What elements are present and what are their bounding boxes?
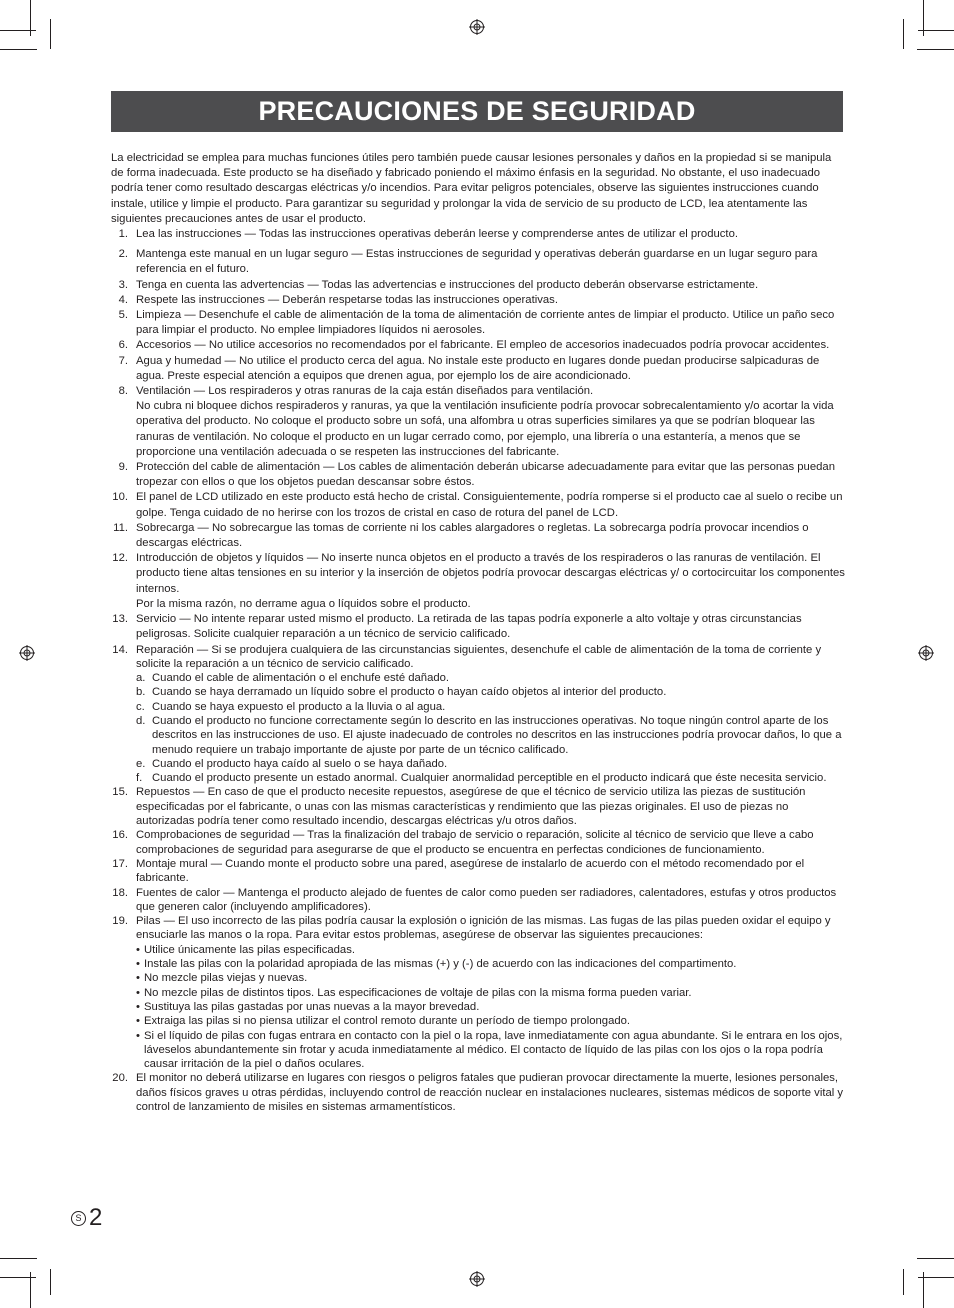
list-item bbox=[111, 828, 845, 857]
item-number: 7. bbox=[118, 354, 128, 367]
item-text: Reparación — Si se produjera cualquiera de las circunstancias siguientes, desenchufe el cable de alimentación de la toma de corriente y solicite la reparación a un técnico de servicio calificado. bbox=[136, 643, 822, 670]
list-item bbox=[111, 521, 845, 551]
item-text: Limpieza — Desenchufe el cable de alimentación de la toma de alimentación de corriente antes de limpiar el producto. Utilice un paño seco para limpiar el producto. No emplee limpiadores líquidos ni aerosoles. bbox=[136, 309, 835, 337]
item-number: 5. bbox=[118, 309, 128, 322]
bullet-dot: • bbox=[136, 943, 140, 956]
registration-mark-icon bbox=[469, 1271, 485, 1287]
language-badge: S bbox=[71, 1211, 86, 1226]
sub-item-letter: d. bbox=[136, 714, 146, 727]
safety-content bbox=[111, 151, 845, 1114]
list-item bbox=[111, 914, 845, 1071]
list-item bbox=[111, 227, 845, 242]
item-number: 11. bbox=[113, 521, 128, 534]
sub-item-text: Cuando el producto haya caído al suelo o se haya dañado. bbox=[152, 757, 448, 770]
item-text: Repuestos — En caso de que el producto necesite repuestos, asegúrese de que el técnico de servicio utiliza las piezas de sustitución especificadas por el fabricante, o unas con las mismas características y rendimiento que las piezas originales. El uso de piezas no autorizadas podría tener como resultado incendio, descargas eléctricas y/u otros daños. bbox=[136, 786, 806, 828]
list-item bbox=[111, 278, 845, 293]
bullet-item bbox=[136, 986, 845, 1000]
item-text: Mantenga este manual en un lugar seguro — Estas instrucciones de seguridad y operativas deberán guardarse en un lugar seguro para referencia en el futuro. bbox=[136, 248, 818, 276]
item-number: 6. bbox=[118, 339, 128, 352]
bullet-text: No mezcle pilas de distintos tipos. Las especificaciones de voltaje de pilas con la misma forma pueden variar. bbox=[144, 986, 692, 999]
crop-mark bbox=[917, 1258, 954, 1259]
crop-mark bbox=[903, 1269, 904, 1295]
item-number: 12. bbox=[112, 552, 128, 565]
bullet-text: Utilice únicamente las pilas especificadas. bbox=[144, 943, 355, 956]
list-item bbox=[111, 857, 845, 886]
list-item bbox=[111, 247, 845, 277]
item-number: 17. bbox=[112, 857, 128, 870]
item-number: 15. bbox=[112, 786, 128, 799]
crop-mark bbox=[917, 49, 954, 50]
sub-item bbox=[136, 671, 845, 685]
bullet-dot: • bbox=[136, 1015, 140, 1028]
sub-item-letter: f. bbox=[136, 772, 143, 785]
list-item bbox=[111, 643, 845, 786]
bullet-text: No mezcle pilas viejas y nuevas. bbox=[144, 972, 308, 985]
item-text: Protección del cable de alimentación — Los cables de alimentación deberán ubicarse adecuadamente para evitar que las personas puedan tropezar con ellos o que los objetos puedan descansar sobre éstos. bbox=[136, 461, 835, 489]
list-item bbox=[111, 1071, 845, 1114]
item-text: El monitor no deberá utilizarse en lugares con riesgos o peligros fatales que pudieran provocar directamente la muerte, lesiones personales, daños físicos graves u otras pérdidas, incluyendo control de reacción nuclear en instalaciones nucleares, sistemas médicos de soporte vital y control de lanzamiento de misiles en sistemas armamentísticos. bbox=[136, 1072, 844, 1113]
item-text: Agua y humedad — No utilice el producto cerca del agua. No instale este producto en lugares donde puedan producirse salpicaduras de agua. Preste especial atención a equipos que drenen agua, por ejemplo los de aire acondicionado. bbox=[136, 354, 820, 382]
item-text: Introducción de objetos y líquidos — No inserte nunca objetos en el producto a través de los respiraderos o las ranuras de ventilación. El producto tiene altas tensiones en su interior y la inserción de objetos podría provocar descargas eléctricas y/ o cortocircuitar los componentes internos. bbox=[136, 552, 845, 595]
bullet-item bbox=[136, 957, 845, 971]
bullet-dot: • bbox=[136, 958, 140, 971]
sub-item bbox=[136, 771, 845, 785]
page-footer bbox=[71, 1205, 102, 1231]
sub-item-text: Cuando el producto presente un estado anormal. Cualquier anormalidad perceptible en el producto indicará que éste necesita servicio. bbox=[152, 772, 827, 785]
bullet-dot: • bbox=[136, 1029, 140, 1042]
list-item bbox=[111, 354, 845, 384]
bullet-text: Extraiga las pilas si no piensa utilizar el control remoto durante un período de tiempo prolongado. bbox=[144, 1015, 631, 1028]
sub-item bbox=[136, 714, 845, 757]
item-text: Lea las instrucciones — Todas las instrucciones operativas deberán leerse y comprenderse antes de utilizar el producto. bbox=[136, 228, 738, 241]
registration-mark-icon bbox=[19, 645, 35, 661]
bullet-dot: • bbox=[136, 986, 140, 999]
item-number: 18. bbox=[112, 886, 128, 899]
item-text: El panel de LCD utilizado en este producto está hecho de cristal. Consiguientemente, podría romperse si el producto cae al suelo o recibe un golpe. Tenga cuidado de no herirse con los trozos de cristal en caso de rotura del panel de LCD. bbox=[136, 491, 843, 519]
bullet-item bbox=[136, 1029, 845, 1072]
item-text: Comprobaciones de seguridad — Tras la finalización del trabajo de servicio o reparación, solicite al técnico de servicio que lleve a cabo comprobaciones de seguridad para asegurarse de que el producto se encuentra en perfectas condiciones de funcionamiento. bbox=[136, 829, 814, 856]
sub-item-text: Cuando el cable de alimentación o el enchufe esté dañado. bbox=[152, 672, 450, 685]
crop-mark bbox=[0, 1258, 37, 1259]
bullet-text: Instale las pilas con la polaridad apropiada de las mismas (+) y (-) de acuerdo con las indicaciones del compartimento. bbox=[144, 958, 737, 971]
list-item bbox=[111, 460, 845, 490]
list-item bbox=[111, 612, 845, 642]
item-text: Montaje mural — Cuando monte el producto sobre una pared, asegúrese de instalarlo de acuerdo con el método recomendado por el fabricante. bbox=[136, 857, 805, 885]
crop-mark bbox=[0, 49, 37, 50]
sub-item-text: Cuando se haya derramado un líquido sobre el producto o hayan caído objetos al interior del producto. bbox=[152, 686, 667, 699]
list-item bbox=[111, 293, 845, 308]
list-item bbox=[111, 384, 845, 460]
list-item bbox=[111, 308, 845, 338]
crop-mark bbox=[918, 30, 954, 31]
item-number: 14. bbox=[112, 643, 128, 656]
item-text: Respete las instrucciones — Deberán respetarse todas las instrucciones operativas. bbox=[136, 293, 558, 306]
item-number: 16. bbox=[112, 829, 128, 842]
item-number: 1. bbox=[118, 228, 128, 241]
crop-mark bbox=[0, 30, 36, 31]
sub-item-text: Cuando el producto no funcione correctamente según lo descrito en las instrucciones operativas. No toque ningún control aparte de los descritos en las instrucciones de uso. El ajuste inadecuado de controles no descritos en las instrucciones podría provocar daños, lo que a menudo requiere un trabajo importante de ajuste por parte de un técnico calificado. bbox=[152, 714, 842, 756]
item-number: 4. bbox=[118, 293, 128, 306]
item-extra-text: No cubra ni bloquee dichos respiraderos y ranuras, ya que la ventilación insuficiente podría provocar sobrecalentamiento y/o acortar la vida operativa del producto. No coloque el producto sobre un sofá, una alfombra u otras superficies similares ya que se podrían bloquear las ranuras de ventilación. No coloque el producto en un lugar cerrado como, por ejemplo, una librería o una estantería, a menos que se proporcione una ventilación adecuada o se respeten las instrucciones del fabricante. bbox=[136, 400, 834, 458]
item-number: 13. bbox=[112, 613, 128, 626]
item-number: 20. bbox=[112, 1072, 128, 1085]
page-title: PRECAUCIONES DE SEGURIDAD bbox=[111, 91, 843, 132]
list-item bbox=[111, 785, 845, 828]
item-number: 19. bbox=[112, 915, 128, 928]
item-number: 3. bbox=[118, 278, 128, 291]
item-number: 9. bbox=[118, 461, 128, 474]
bullet-item bbox=[136, 1014, 845, 1028]
bullet-item bbox=[136, 971, 845, 985]
sub-item-text: Cuando se haya expuesto el producto a la lluvia o al agua. bbox=[152, 700, 446, 713]
bullet-dot: • bbox=[136, 1000, 140, 1013]
bullet-dot: • bbox=[136, 972, 140, 985]
item-text: Accesorios — No utilice accesorios no recomendados por el fabricante. El empleo de accesorios inadecuados podría provocar accidentes. bbox=[136, 339, 830, 352]
list-item bbox=[111, 551, 845, 612]
item-text: Tenga en cuenta las advertencias — Todas las advertencias e instrucciones del producto deberán observarse estrictamente. bbox=[136, 278, 759, 291]
item-extra-text: Por la misma razón, no derrame agua o líquidos sobre el producto. bbox=[136, 597, 471, 610]
bullet-text: Si el líquido de pilas con fugas entrara en contacto con la piel o la ropa, lave inmediatamente con agua abundante. Si le entrara en los ojos, láveselos abundantemente sin frotar y acuda inmediatamente al médico. El contacto de líquido de las pilas con los ojos o la ropa podría causar irritación de la piel o daños oculares. bbox=[144, 1029, 843, 1071]
list-item bbox=[111, 490, 845, 520]
bullet-text: Sustituya las pilas gastadas por unas nuevas a la mayor brevedad. bbox=[144, 1000, 480, 1013]
sub-item bbox=[136, 700, 845, 714]
sub-item-letter: e. bbox=[136, 757, 146, 770]
list-item bbox=[111, 338, 845, 353]
registration-mark-icon bbox=[918, 645, 934, 661]
item-number: 8. bbox=[118, 385, 128, 398]
sub-item-letter: b. bbox=[136, 686, 146, 699]
item-text: Fuentes de calor — Mantenga el producto alejado de fuentes de calor como pueden ser radiadores, calentadores, estufas y otros productos que generen calor (incluyendo amplificadores). bbox=[136, 886, 837, 913]
item-number: 10. bbox=[112, 491, 128, 504]
item-text: Servicio — No intente reparar usted mismo el producto. La retirada de las tapas podría exponerle a alto voltaje y otras circunstancias peligrosas. Solicite cualquier reparación a un técnico de servicio calificado. bbox=[136, 613, 802, 641]
registration-mark-icon bbox=[469, 19, 485, 35]
crop-mark bbox=[50, 19, 51, 49]
crop-mark bbox=[0, 1277, 36, 1278]
crop-mark bbox=[50, 1269, 51, 1295]
crop-mark bbox=[903, 19, 904, 49]
item-text: Ventilación — Los respiraderos y otras ranuras de la caja están diseñados para ventilación. bbox=[136, 385, 594, 398]
page-number: 2 bbox=[89, 1204, 103, 1231]
item-text: Pilas — El uso incorrecto de las pilas podría causar la explosión o ignición de las mismas. Las fugas de las pilas pueden oxidar el equipo y ensuciarle las manos o la ropa. Para evitar estos problemas, asegúrese de observar las siguientes precauciones: bbox=[136, 915, 831, 942]
intro-paragraph: La electricidad se emplea para muchas funciones útiles pero también puede causar lesiones personales y daños en la propiedad si se manipula de forma inadecuada. Este producto se ha diseñado y fabricado poniendo el máximo énfasis en la seguridad. No obstante, el uso inadecuado podría tener como resultado descargas eléctricas y/o incendios. Para evitar peligros potenciales, observe las siguientes instrucciones cuando instale, utilice y limpie el producto. Para garantizar su seguridad y prolongar la vida de servicio de su producto de LCD, lea atentamente las siguientes precauciones antes de usar el producto. bbox=[111, 152, 832, 225]
sub-item bbox=[136, 757, 845, 771]
sub-item-letter: a. bbox=[136, 672, 146, 685]
crop-mark bbox=[918, 1277, 954, 1278]
sub-item bbox=[136, 685, 845, 699]
item-text: Sobrecarga — No sobrecargue las tomas de corriente ni los cables alargadores o regletas. La sobrecarga podría provocar incendios o descargas eléctricas. bbox=[136, 521, 809, 550]
bullet-item bbox=[136, 943, 845, 957]
bullet-item bbox=[136, 1000, 845, 1014]
sub-item-letter: c. bbox=[136, 700, 145, 713]
precautions-list bbox=[111, 227, 845, 1114]
item-number: 2. bbox=[118, 248, 128, 261]
list-item bbox=[111, 886, 845, 915]
